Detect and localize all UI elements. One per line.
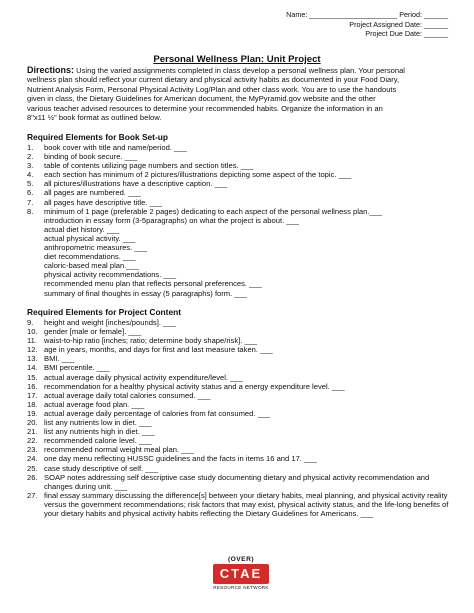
- directions-paragraph: [27, 66, 451, 122]
- directions-line-6: 8"x11 ½" book format as outlined below.: [27, 113, 162, 123]
- list-item: [27, 161, 457, 170]
- item-text: final essay summary discussing the difference[s] between your dietary habits, meal planning, and physical activity reality versus the government recommendations; risk factors that may exist, physical activity status, and the life-long benefits of your dietary habits and physical activity habits reflecting the Dietary Guidelines for Americans. ___: [44, 490, 449, 518]
- item-number: 10.: [27, 327, 38, 337]
- item-text: waist-to-hip ratio [inches; ratio; determine body shape/risk]. ___: [44, 336, 258, 346]
- item-number: 20.: [27, 418, 38, 428]
- item-text: recommended calorie level. ___: [44, 436, 152, 446]
- list-item: [27, 336, 457, 345]
- item-text: age in years, months, and days for first and last measure taken. ___: [44, 345, 273, 355]
- item-number: 1.: [27, 143, 34, 152]
- directions-line-1: Using the varied assignments completed in class develop a personal wellness plan. Your personal: [76, 66, 405, 75]
- list-item: [27, 207, 457, 216]
- list-item: [27, 382, 457, 391]
- list-item: [27, 409, 457, 418]
- logo-over-text: (OVER): [227, 556, 255, 563]
- item-number: 15.: [27, 372, 38, 382]
- item-number: 26.: [27, 472, 38, 482]
- item-text: case study descriptive of self. ___: [44, 463, 158, 473]
- sub-item: caloric-based meal plan.___: [44, 261, 139, 271]
- item-number: 13.: [27, 354, 38, 364]
- list-item: [27, 427, 457, 436]
- item-number: 3.: [27, 161, 34, 171]
- header-fields: [188, 10, 448, 39]
- item-number: 17.: [27, 390, 38, 400]
- sub-item: summary of final thoughts in essay (5 paragraphs) form. ___: [44, 288, 248, 298]
- list-item: [27, 464, 457, 473]
- item-number: 5.: [27, 179, 34, 189]
- item-text: all pictures/illustrations have a descriptive caption. ___: [44, 179, 228, 189]
- item-text: height and weight [inches/pounds]. ___: [44, 318, 176, 327]
- name-period-line: Name: ______________________ Period: ______: [286, 10, 448, 19]
- item-number: 24.: [27, 454, 38, 464]
- item-text: SOAP notes addressing self descriptive case study documenting dietary and physical activity recommendation and changes during unit. ___: [44, 472, 430, 491]
- list-item: [27, 345, 457, 354]
- item-number: 25.: [27, 463, 38, 473]
- item-text: actual average daily percentage of calories from fat consumed. ___: [44, 408, 271, 418]
- list-item: [27, 373, 457, 382]
- item-number: 7.: [27, 197, 34, 207]
- list-item: [27, 170, 457, 179]
- list-item: [27, 473, 457, 491]
- sub-item: actual diet history. ___: [44, 224, 120, 234]
- directions-line-4: given in class, the Dietary Guidelines for American document, the MyPyramid.gov website and the other: [27, 94, 376, 104]
- list-item: [27, 400, 457, 409]
- sub-item: actual physical activity. ___: [44, 233, 136, 243]
- due-date-line: Project Due Date: ______: [365, 29, 448, 38]
- list-item: [27, 436, 457, 445]
- sub-item: introduction in essay form (3-5paragraphs) on what the project is about. ___: [44, 215, 299, 225]
- item-text: recommendation for a healthy physical activity status and a energy expenditure level. ___: [44, 381, 345, 391]
- list-item: [27, 327, 457, 336]
- logo-sub-text: RESOURCE NETWORK: [213, 585, 269, 590]
- item-text: actual average food plan. ___: [44, 399, 145, 409]
- list-item: [27, 445, 457, 454]
- item-text: BMI percentile. ___: [44, 363, 110, 373]
- ctae-logo: [212, 556, 270, 600]
- list-item: [27, 454, 457, 463]
- sub-item: diet recommendations. ___: [44, 252, 136, 262]
- book-setup-heading: Required Elements for Book Set-up: [27, 132, 168, 142]
- item-text: actual average daily total calories consumed. ___: [44, 390, 211, 400]
- item-text: table of contents utilizing page numbers and section titles. ___: [44, 161, 254, 171]
- book-setup-list: [27, 143, 457, 298]
- directions-label: Directions:: [27, 65, 75, 75]
- list-item: [27, 391, 457, 400]
- item-number: 11.: [27, 336, 37, 346]
- list-item: [27, 363, 457, 372]
- item-text: BMI. ___: [44, 354, 75, 364]
- item-number: 19.: [27, 408, 38, 418]
- item-number: 23.: [27, 445, 38, 455]
- list-item: [27, 152, 457, 161]
- assigned-date-line: Project Assigned Date: ______: [349, 19, 448, 29]
- project-content-heading: Required Elements for Project Content: [27, 307, 182, 317]
- item-number: 2.: [27, 152, 34, 162]
- list-item: [27, 198, 457, 207]
- item-text: gender [male or female]. ___: [44, 327, 142, 337]
- list-item: [27, 143, 457, 152]
- item-text: binding of book secure. ___: [44, 152, 138, 162]
- item-number: 9.: [27, 318, 34, 327]
- sub-item: physical activity recommendations. ___: [44, 270, 177, 280]
- item-text: one day menu reflecting HUSSC guidelines and the facts in items 16 and 17. ___: [44, 454, 317, 464]
- directions-line-5: various teacher advised resources to determine your recommended habits. Organize the information in an: [27, 103, 383, 113]
- directions-line-2: wellness plan should reflect your current dietary and physical activity habits as documented in your Food Diary,: [27, 75, 400, 85]
- item-text: book cover with title and name/period. ___: [44, 143, 187, 152]
- item-number: 14.: [27, 363, 38, 373]
- item-text: list any nutrients high in diet. ___: [44, 427, 155, 437]
- sub-item: anthropometric measures. ___: [44, 243, 147, 253]
- item-text: minimum of 1 page (preferable 2 pages) dedicating to each aspect of the personal wellness plan.___: [44, 206, 383, 216]
- list-item: [27, 318, 457, 327]
- item-number: 16.: [27, 381, 38, 391]
- item-number: 12.: [27, 345, 38, 355]
- list-item: [27, 188, 457, 197]
- item-text: all pages have descriptive title. ___: [44, 197, 163, 207]
- item-number: 18.: [27, 399, 38, 409]
- item-text: each section has minimum of 2 pictures/illustrations depicting some aspect of the topic. ___: [44, 170, 352, 180]
- item-text: list any nutrients low in diet. ___: [44, 418, 152, 428]
- list-item: [27, 491, 457, 518]
- item-number: 21.: [27, 427, 38, 437]
- sub-item: recommended menu plan that reflects personal preferences. ___: [44, 279, 262, 289]
- project-content-list: [27, 318, 457, 518]
- logo-main-text: CTAE: [213, 564, 269, 584]
- list-item: [27, 179, 457, 188]
- item-number: 8.: [27, 206, 34, 216]
- list-item: [27, 354, 457, 363]
- item-number: 22.: [27, 436, 38, 446]
- directions-line-3: Nutrient Analysis Form, Personal Physical Activity Log/Plan and other class work. You are to use the handouts: [27, 84, 397, 94]
- list-item: [27, 418, 457, 427]
- item-text: recommended normal weight meal plan. ___: [44, 445, 194, 455]
- item-number: 6.: [27, 188, 34, 198]
- page-title: Personal Wellness Plan: Unit Project: [153, 54, 321, 65]
- item-text: all pages are numbered. ___: [44, 188, 141, 198]
- item-text: actual average daily physical activity expenditure/level. ___: [44, 372, 243, 382]
- item-number: 4.: [27, 170, 34, 180]
- item-number: 27.: [27, 490, 38, 500]
